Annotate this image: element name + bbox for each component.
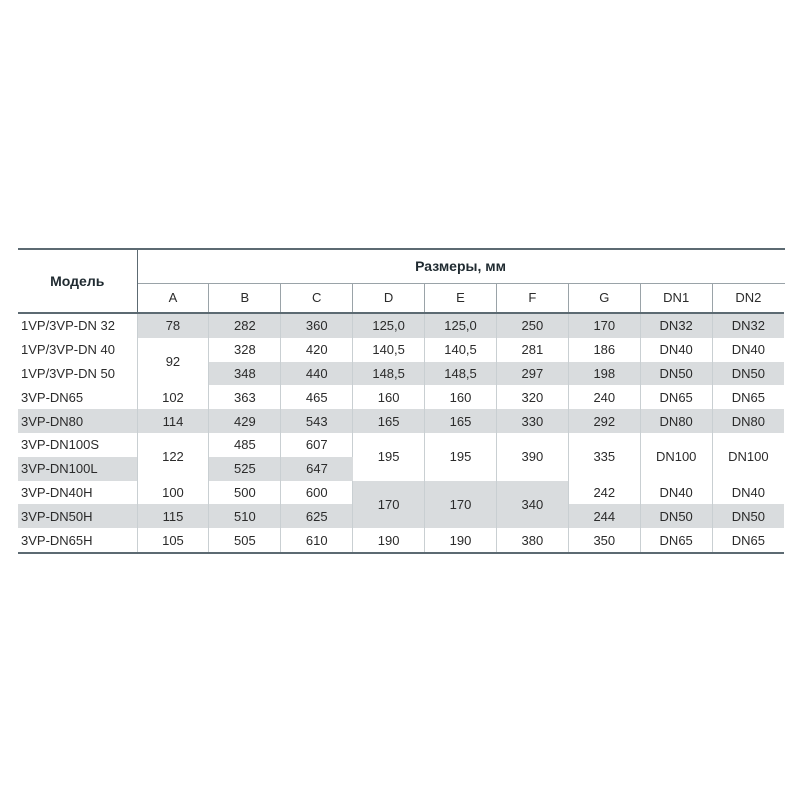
cell-f: 250 bbox=[496, 313, 568, 338]
cell-g: 198 bbox=[568, 362, 640, 386]
cell-dn1: DN65 bbox=[640, 528, 712, 553]
header-row-top bbox=[18, 249, 784, 283]
cell-d: 165 bbox=[353, 409, 425, 433]
cell-b: 485 bbox=[209, 433, 281, 457]
column-header-b: B bbox=[209, 283, 281, 313]
column-header-d: D bbox=[353, 283, 425, 313]
cell-c: 607 bbox=[281, 433, 353, 457]
dimensions-header: Размеры, мм bbox=[137, 249, 784, 283]
cell-f: 380 bbox=[496, 528, 568, 553]
cell-e: 148,5 bbox=[425, 362, 497, 386]
cell-g: 170 bbox=[568, 313, 640, 338]
column-header-e: E bbox=[425, 283, 497, 313]
cell-f: 297 bbox=[496, 362, 568, 386]
cell-a: 114 bbox=[137, 409, 209, 433]
model-cell: 3VP-DN100L bbox=[18, 457, 137, 481]
cell-d: 190 bbox=[353, 528, 425, 553]
cell-dn1: DN40 bbox=[640, 338, 712, 362]
cell-a: 100 bbox=[137, 481, 209, 505]
model-cell: 3VP-DN65H bbox=[18, 528, 137, 553]
cell-f: 340 bbox=[496, 481, 568, 529]
cell-dn2: DN80 bbox=[712, 409, 784, 433]
cell-g: 186 bbox=[568, 338, 640, 362]
model-header: Модель bbox=[18, 249, 137, 313]
cell-b: 429 bbox=[209, 409, 281, 433]
model-cell: 3VP-DN40H bbox=[18, 481, 137, 505]
cell-a: 92 bbox=[137, 338, 209, 386]
model-cell: 3VP-DN80 bbox=[18, 409, 137, 433]
cell-dn1: DN80 bbox=[640, 409, 712, 433]
cell-g: 335 bbox=[568, 433, 640, 481]
cell-a: 115 bbox=[137, 504, 209, 528]
cell-dn2: DN40 bbox=[712, 338, 784, 362]
table-row bbox=[18, 313, 784, 338]
cell-c: 420 bbox=[281, 338, 353, 362]
column-header-dn1: DN1 bbox=[640, 283, 712, 313]
cell-c: 360 bbox=[281, 313, 353, 338]
cell-c: 610 bbox=[281, 528, 353, 553]
cell-g: 350 bbox=[568, 528, 640, 553]
model-cell: 1VP/3VP-DN 50 bbox=[18, 362, 137, 386]
cell-dn1: DN50 bbox=[640, 362, 712, 386]
table-row bbox=[18, 362, 784, 386]
model-cell: 1VP/3VP-DN 32 bbox=[18, 313, 137, 338]
cell-d: 170 bbox=[353, 481, 425, 529]
cell-dn2: DN100 bbox=[712, 433, 784, 481]
column-header-g: G bbox=[568, 283, 640, 313]
cell-dn1: DN32 bbox=[640, 313, 712, 338]
cell-e: 125,0 bbox=[425, 313, 497, 338]
cell-b: 510 bbox=[209, 504, 281, 528]
model-cell: 3VP-DN50H bbox=[18, 504, 137, 528]
cell-c: 465 bbox=[281, 385, 353, 409]
column-header-dn2: DN2 bbox=[712, 283, 784, 313]
cell-e: 170 bbox=[425, 481, 497, 529]
cell-c: 625 bbox=[281, 504, 353, 528]
cell-a: 102 bbox=[137, 385, 209, 409]
cell-dn1: DN50 bbox=[640, 504, 712, 528]
cell-d: 160 bbox=[353, 385, 425, 409]
cell-c: 440 bbox=[281, 362, 353, 386]
cell-a: 105 bbox=[137, 528, 209, 553]
model-cell: 3VP-DN65 bbox=[18, 385, 137, 409]
model-cell: 3VP-DN100S bbox=[18, 433, 137, 457]
table-row bbox=[18, 409, 784, 433]
dimensions-table bbox=[18, 248, 785, 554]
cell-dn2: DN32 bbox=[712, 313, 784, 338]
cell-g: 242 bbox=[568, 481, 640, 505]
column-header-c: C bbox=[281, 283, 353, 313]
cell-b: 500 bbox=[209, 481, 281, 505]
cell-b: 282 bbox=[209, 313, 281, 338]
cell-c: 600 bbox=[281, 481, 353, 505]
cell-g: 292 bbox=[568, 409, 640, 433]
cell-e: 160 bbox=[425, 385, 497, 409]
table-row bbox=[18, 481, 784, 505]
table-row bbox=[18, 338, 784, 362]
cell-d: 148,5 bbox=[353, 362, 425, 386]
cell-e: 140,5 bbox=[425, 338, 497, 362]
cell-c: 647 bbox=[281, 457, 353, 481]
cell-f: 320 bbox=[496, 385, 568, 409]
cell-d: 195 bbox=[353, 433, 425, 481]
cell-dn2: DN65 bbox=[712, 528, 784, 553]
cell-dn1: DN40 bbox=[640, 481, 712, 505]
cell-e: 165 bbox=[425, 409, 497, 433]
cell-dn1: DN100 bbox=[640, 433, 712, 481]
cell-f: 390 bbox=[496, 433, 568, 481]
cell-dn2: DN50 bbox=[712, 504, 784, 528]
cell-b: 328 bbox=[209, 338, 281, 362]
column-header-a: A bbox=[137, 283, 209, 313]
table-row bbox=[18, 385, 784, 409]
cell-a: 78 bbox=[137, 313, 209, 338]
cell-f: 281 bbox=[496, 338, 568, 362]
model-cell: 1VP/3VP-DN 40 bbox=[18, 338, 137, 362]
cell-dn2: DN65 bbox=[712, 385, 784, 409]
cell-dn2: DN50 bbox=[712, 362, 784, 386]
column-header-f: F bbox=[496, 283, 568, 313]
cell-c: 543 bbox=[281, 409, 353, 433]
table-row bbox=[18, 528, 784, 553]
cell-b: 348 bbox=[209, 362, 281, 386]
cell-dn1: DN65 bbox=[640, 385, 712, 409]
cell-b: 505 bbox=[209, 528, 281, 553]
cell-a: 122 bbox=[137, 433, 209, 481]
cell-b: 525 bbox=[209, 457, 281, 481]
table-row bbox=[18, 433, 784, 457]
cell-e: 195 bbox=[425, 433, 497, 481]
cell-f: 330 bbox=[496, 409, 568, 433]
cell-g: 240 bbox=[568, 385, 640, 409]
cell-b: 363 bbox=[209, 385, 281, 409]
cell-dn2: DN40 bbox=[712, 481, 784, 505]
cell-e: 190 bbox=[425, 528, 497, 553]
cell-g: 244 bbox=[568, 504, 640, 528]
cell-d: 125,0 bbox=[353, 313, 425, 338]
cell-d: 140,5 bbox=[353, 338, 425, 362]
